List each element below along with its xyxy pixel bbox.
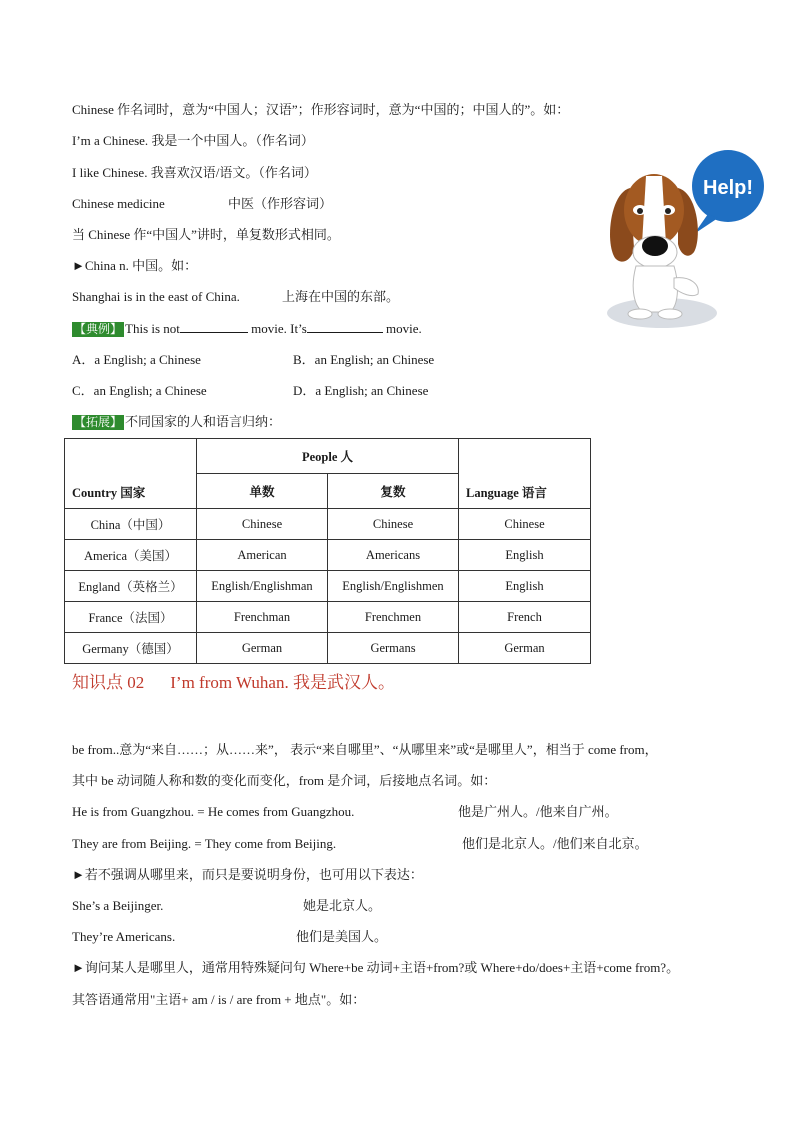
language-header: Language 语言	[459, 439, 591, 509]
text-line: 中医（作形容词）	[228, 196, 333, 211]
country-cell: America（美国）	[65, 540, 197, 571]
country-table	[64, 438, 591, 664]
section-number: 知识点 02	[72, 673, 145, 692]
text-line: 当 Chinese 作“中国人”讲时，单复数形式相同。	[72, 227, 340, 242]
text-line: 他们是北京人。/他们来自北京。	[462, 836, 648, 851]
plural-cell: Chinese	[328, 509, 459, 540]
text-line: 其答语通常用"主语+ am / is / are from + 地点"。如：	[72, 992, 366, 1007]
table-row	[65, 509, 591, 540]
text-line: She’s a Beijinger.	[72, 898, 164, 913]
country-cell: England（英格兰）	[65, 571, 197, 602]
text-line: ►询问某人是哪里人，通常用特殊疑问句 Where+be 动词+主语+from?或 Where+do/does+主语+come from?。	[72, 960, 680, 975]
country-header: Country 国家	[65, 439, 197, 509]
text-line: ►若不强调从哪里来，而只是要说明身份，也可用以下表达：	[72, 867, 423, 882]
plural-cell: Americans	[328, 540, 459, 571]
plural-cell: Germans	[328, 633, 459, 664]
example-question: 【典例】 This is not movie. It’s movie.	[74, 321, 422, 336]
singular-cell: German	[197, 633, 328, 664]
option-b[interactable]: B．an English; an Chinese	[293, 352, 435, 367]
singular-cell: Frenchman	[197, 602, 328, 633]
text-line: 她是北京人。	[303, 898, 382, 913]
table-row	[65, 571, 591, 602]
language-cell: Chinese	[459, 509, 591, 540]
option-a[interactable]: A．a English; a Chinese	[72, 352, 201, 367]
text-line: Shanghai is in the east of China.	[72, 289, 240, 304]
answer-blank[interactable]	[307, 320, 383, 333]
text-line: Chinese 作名词时，意为“中国人；汉语”；作形容词时，意为“中国的；中国人的”。如：	[72, 102, 570, 117]
text-line: I’m a Chinese. 我是一个中国人。（作名词）	[72, 133, 314, 148]
language-cell: English	[459, 571, 591, 602]
text-line: 上海在中国的东部。	[282, 289, 400, 304]
text-line: 其中 be 动词随人称和数的变化而变化，from 是介词，后接地点名词。如：	[72, 773, 497, 788]
text-line: He is from Guangzhou. = He comes from Guangzhou.	[72, 804, 355, 819]
example-tag: 【典例】	[74, 322, 123, 336]
speech-bubble-text: Help!	[703, 177, 753, 199]
extension-tag: 【拓展】	[74, 415, 123, 429]
table-row	[65, 540, 591, 571]
option-c[interactable]: C．an English; a Chinese	[72, 383, 207, 398]
help-dog-illustration	[600, 148, 770, 338]
text-line: be from..意为“来自……；从……来”， 表示“来自哪里”、“从哪里来”或“是哪里人”，相当于 come from，	[72, 742, 658, 757]
answer-blank[interactable]	[180, 320, 248, 333]
table-row	[65, 633, 591, 664]
section-heading	[72, 671, 395, 695]
text-line: I like Chinese. 我喜欢汉语/语文。（作名词）	[72, 165, 317, 180]
singular-cell: American	[197, 540, 328, 571]
country-cell: China（中国）	[65, 509, 197, 540]
language-cell: French	[459, 602, 591, 633]
text-line: Chinese medicine	[72, 196, 165, 211]
section-title: I’m from Wuhan. 我是武汉人。	[170, 673, 395, 692]
option-d[interactable]: D．a English; an Chinese	[293, 383, 429, 398]
text-line: ►China n. 中国。如：	[72, 258, 198, 273]
singular-cell: Chinese	[197, 509, 328, 540]
extension-line: 【拓展】 不同国家的人和语言归纳：	[74, 414, 282, 429]
dog-icon	[610, 174, 698, 319]
language-cell: German	[459, 633, 591, 664]
plural-cell: Frenchmen	[328, 602, 459, 633]
country-cell: Germany（德国）	[65, 633, 197, 664]
text-line: 他是广州人。/他来自广州。	[458, 804, 618, 819]
text-line: They’re Americans.	[72, 929, 176, 944]
country-cell: France（法国）	[65, 602, 197, 633]
plural-header: 复数	[328, 474, 459, 509]
singular-header: 单数	[197, 474, 328, 509]
text-line: 他们是美国人。	[296, 929, 388, 944]
language-cell: English	[459, 540, 591, 571]
singular-cell: English/Englishman	[197, 571, 328, 602]
text-line: They are from Beijing. = They come from Beijing.	[72, 836, 337, 851]
people-header: People 人	[197, 439, 459, 474]
table-row	[65, 602, 591, 633]
plural-cell: English/Englishmen	[328, 571, 459, 602]
